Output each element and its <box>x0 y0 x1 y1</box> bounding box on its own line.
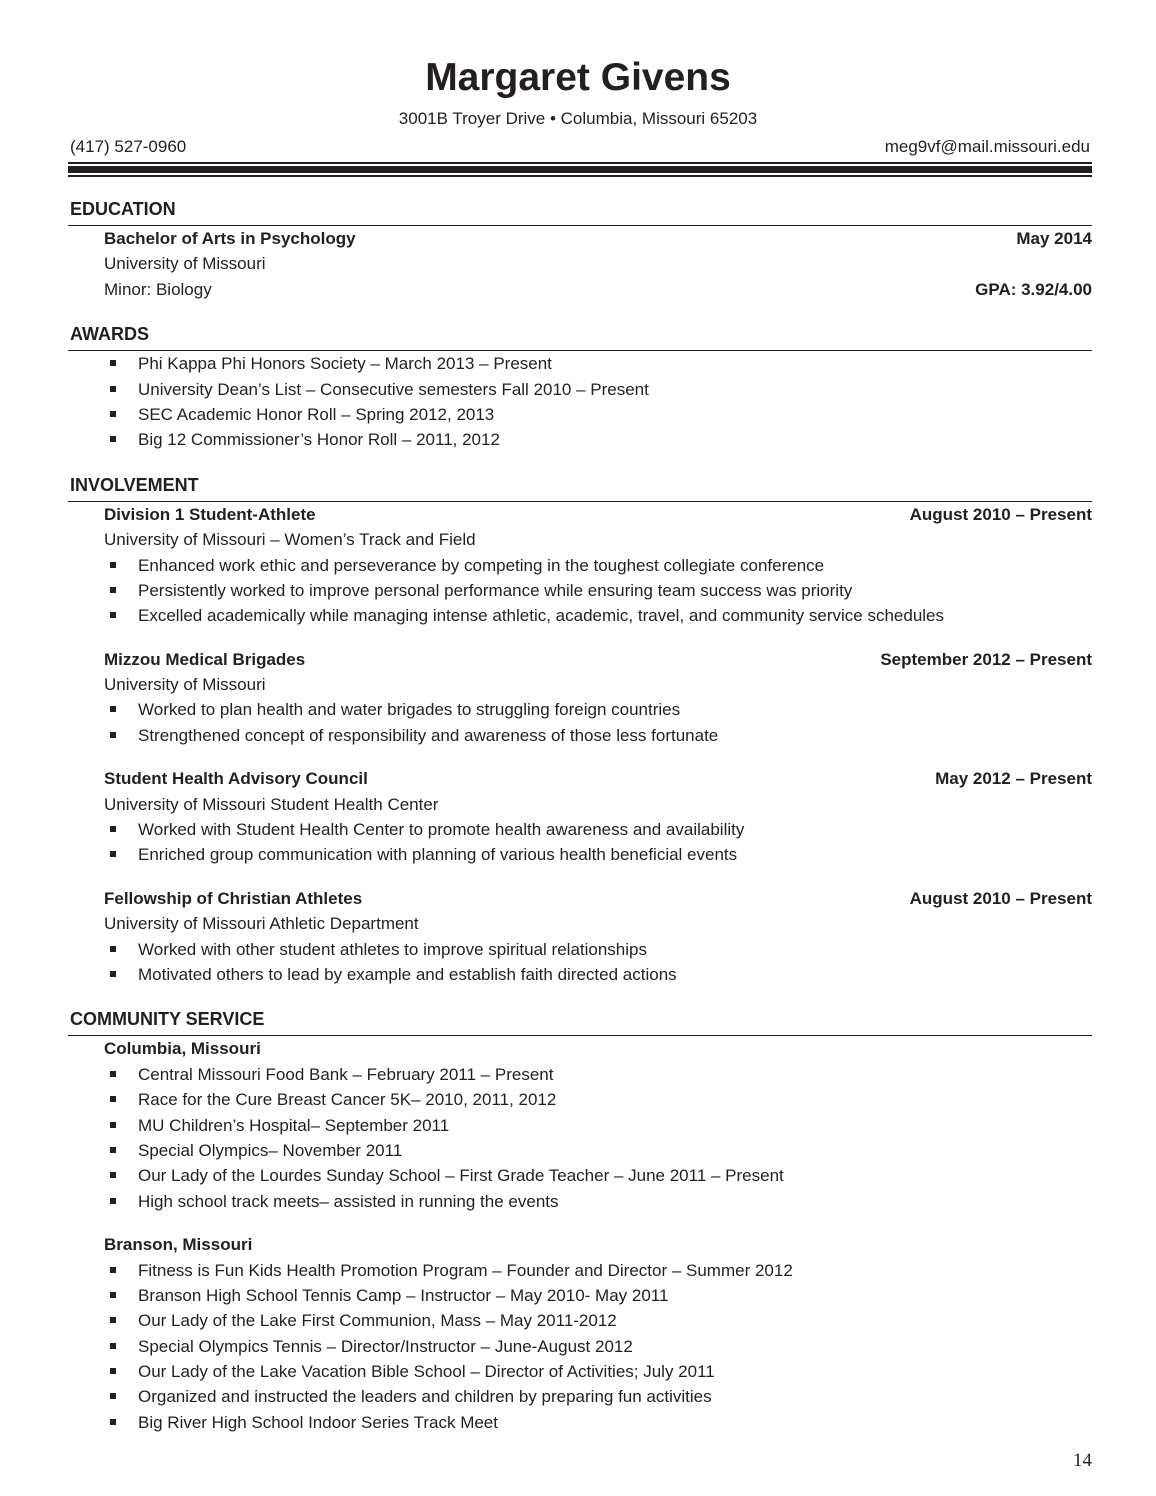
page-number: 14 <box>1073 1450 1092 1471</box>
bullet-item <box>104 697 1092 722</box>
involvement-section <box>68 473 1092 988</box>
bullet-item <box>104 1410 1092 1435</box>
bullet-square-icon <box>110 1096 116 1102</box>
bullet-square-icon <box>110 826 116 832</box>
entry-title: Mizzou Medical Brigades <box>104 649 306 669</box>
entry-date: August 2010 – Present <box>909 504 1092 524</box>
resume-name: Margaret Givens <box>425 56 731 99</box>
group-place: Columbia, Missouri <box>104 1039 261 1059</box>
bullet-text: MU Children’s Hospital– September 2011 <box>138 1115 450 1135</box>
bullet-text: Special Olympics Tennis – Director/Instructor – June-August 2012 <box>138 1336 633 1356</box>
bullet-square-icon <box>110 1317 116 1323</box>
bullet-square-icon <box>110 1368 116 1374</box>
school: University of Missouri <box>104 254 266 274</box>
entry-title: Student Health Advisory Council <box>104 769 368 789</box>
group-place: Branson, Missouri <box>104 1235 253 1255</box>
bullet-text: Big River High School Indoor Series Track Meet <box>138 1412 498 1432</box>
bullet-text: Worked with other student athletes to improve spiritual relationships <box>138 939 647 959</box>
bullet-item <box>104 1087 1092 1112</box>
bullet-text: Our Lady of the Lake Vacation Bible School – Director of Activities; July 2011 <box>138 1362 715 1382</box>
section-heading: AWARDS <box>68 322 1092 351</box>
bullet-square-icon <box>110 971 116 977</box>
bullet-square-icon <box>110 1172 116 1178</box>
bullet-square-icon <box>110 411 116 417</box>
bullet-item <box>104 578 1092 603</box>
bullet-item <box>104 1334 1092 1359</box>
involvement-entry <box>104 766 1092 868</box>
group-header <box>104 1232 1092 1257</box>
entry-org-row <box>104 672 1092 697</box>
entry-org: University of Missouri <box>104 675 266 695</box>
involvement-entry <box>104 886 1092 988</box>
bullet-text: Persistently worked to improve personal performance while ensuring team success was priority <box>138 580 853 600</box>
bullet-item <box>104 553 1092 578</box>
bullet-item <box>104 1113 1092 1138</box>
bullet-item <box>104 1258 1092 1283</box>
entry-org-row <box>104 527 1092 552</box>
bullet-square-icon <box>110 1393 116 1399</box>
bullet-text: Race for the Cure Breast Cancer 5K– 2010, 2011, 2012 <box>138 1090 557 1110</box>
group-bullets <box>104 1258 1092 1436</box>
bullet-text: University Dean’s List – Consecutive semesters Fall 2010 – Present <box>138 379 649 399</box>
involvement-entry <box>104 502 1092 629</box>
community-service-section <box>68 1007 1092 1435</box>
bullet-item <box>104 817 1092 842</box>
bullet-item <box>104 842 1092 867</box>
entry-org: University of Missouri – Women’s Track and Field <box>104 530 476 550</box>
bullet-text: Motivated others to lead by example and establish faith directed actions <box>138 964 677 984</box>
entry-bullets <box>104 697 1092 748</box>
bullet-item <box>104 1062 1092 1087</box>
bullet-square-icon <box>110 1122 116 1128</box>
entry-title: Fellowship of Christian Athletes <box>104 888 363 908</box>
entry-title: Division 1 Student-Athlete <box>104 504 316 524</box>
bullet-item <box>104 1138 1092 1163</box>
awards-section <box>68 322 1092 453</box>
bullet-square-icon <box>110 1198 116 1204</box>
bullet-item <box>104 1283 1092 1308</box>
entry-header <box>104 886 1092 911</box>
bullet-square-icon <box>110 1419 116 1425</box>
entry-org: University of Missouri Student Health Center <box>104 794 439 814</box>
bullet-text: Phi Kappa Phi Honors Society – March 2013 – Present <box>138 354 552 374</box>
bullet-text: Our Lady of the Lourdes Sunday School – First Grade Teacher – June 2011 – Present <box>138 1166 784 1186</box>
bullet-text: Worked with Student Health Center to promote health awareness and availability <box>138 820 745 840</box>
bullet-item <box>104 1384 1092 1409</box>
bullet-text: Enhanced work ethic and perseverance by competing in the toughest collegiate conference <box>138 555 825 575</box>
entry-bullets <box>104 937 1092 988</box>
bullet-square-icon <box>110 1147 116 1153</box>
bullet-square-icon <box>110 1267 116 1273</box>
section-heading: EDUCATION <box>68 197 1092 226</box>
entry-date: August 2010 – Present <box>909 888 1092 908</box>
awards-list <box>104 351 1092 453</box>
bullet-item <box>104 1359 1092 1384</box>
bullet-square-icon <box>110 436 116 442</box>
group-bullets <box>104 1062 1092 1214</box>
bullet-item <box>104 962 1092 987</box>
bullet-text: Fitness is Fun Kids Health Promotion Program – Founder and Director – Summer 2012 <box>138 1260 793 1280</box>
bullet-item <box>104 402 1092 427</box>
bullet-square-icon <box>110 612 116 618</box>
phone: (417) 527-0960 <box>70 137 187 156</box>
header-divider <box>68 162 1092 177</box>
bullet-item <box>104 1308 1092 1333</box>
bullet-square-icon <box>110 587 116 593</box>
email: meg9vf@mail.missouri.edu <box>884 137 1090 156</box>
contact-row <box>70 134 1090 160</box>
bullet-text: Worked to plan health and water brigades to struggling foreign countries <box>138 700 681 720</box>
entry-org-row <box>104 911 1092 936</box>
entry-bullets <box>104 817 1092 868</box>
entry-bullets <box>104 553 1092 629</box>
bullet-item <box>104 351 1092 376</box>
entry-date: September 2012 – Present <box>880 649 1092 669</box>
bullet-item <box>104 1189 1092 1214</box>
bullet-square-icon <box>110 851 116 857</box>
bullet-square-icon <box>110 1343 116 1349</box>
bullet-square-icon <box>110 1071 116 1077</box>
entry-org-row <box>104 792 1092 817</box>
bullet-square-icon <box>110 1292 116 1298</box>
bullet-text: Excelled academically while managing intense athletic, academic, travel, and community service schedules <box>138 606 945 626</box>
degree: Bachelor of Arts in Psychology <box>104 229 356 248</box>
bullet-text: Our Lady of the Lake First Communion, Mass – May 2011-2012 <box>138 1311 617 1331</box>
bullet-text: Big 12 Commissioner’s Honor Roll – 2011, 2012 <box>138 430 500 450</box>
bullet-item <box>104 937 1092 962</box>
section-heading: COMMUNITY SERVICE <box>68 1007 1092 1036</box>
bullet-square-icon <box>110 706 116 712</box>
bullet-text: High school track meets– assisted in running the events <box>138 1191 559 1211</box>
community-group <box>104 1036 1092 1214</box>
bullet-text: SEC Academic Honor Roll – Spring 2012, 2013 <box>138 404 495 424</box>
bullet-text: Enriched group communication with planning of various health beneficial events <box>138 845 738 865</box>
bullet-item <box>104 1163 1092 1188</box>
bullet-text: Organized and instructed the leaders and children by preparing fun activities <box>138 1387 712 1407</box>
entry-header <box>104 502 1092 527</box>
bullet-square-icon <box>110 562 116 568</box>
community-group <box>104 1232 1092 1435</box>
section-heading: INVOLVEMENT <box>68 473 1092 502</box>
minor: Minor: Biology <box>104 279 212 299</box>
bullet-text: Central Missouri Food Bank – February 2011 – Present <box>138 1064 554 1084</box>
entry-header <box>104 766 1092 791</box>
bullet-text: Branson High School Tennis Camp – Instructor – May 2010- May 2011 <box>138 1285 669 1305</box>
bullet-square-icon <box>110 732 116 738</box>
bullet-item <box>104 603 1092 628</box>
bullet-text: Strengthened concept of responsibility and awareness of those less fortunate <box>138 725 719 745</box>
group-header <box>104 1036 1092 1061</box>
address: 3001B Troyer Drive • Columbia, Missouri 65203 <box>398 109 758 128</box>
bullet-square-icon <box>110 360 116 366</box>
bullet-item <box>104 723 1092 748</box>
bullet-item <box>104 377 1092 402</box>
education-section <box>68 197 1092 302</box>
degree-date: May 2014 <box>1016 229 1092 248</box>
entry-org: University of Missouri Athletic Department <box>104 914 419 934</box>
bullet-item <box>104 427 1092 452</box>
entry-date: May 2012 – Present <box>935 769 1092 789</box>
bullet-text: Special Olympics– November 2011 <box>138 1140 403 1160</box>
involvement-entry <box>104 647 1092 749</box>
bullet-square-icon <box>110 946 116 952</box>
bullet-square-icon <box>110 386 116 392</box>
gpa: GPA: 3.92/4.00 <box>975 279 1092 299</box>
entry-header <box>104 647 1092 672</box>
